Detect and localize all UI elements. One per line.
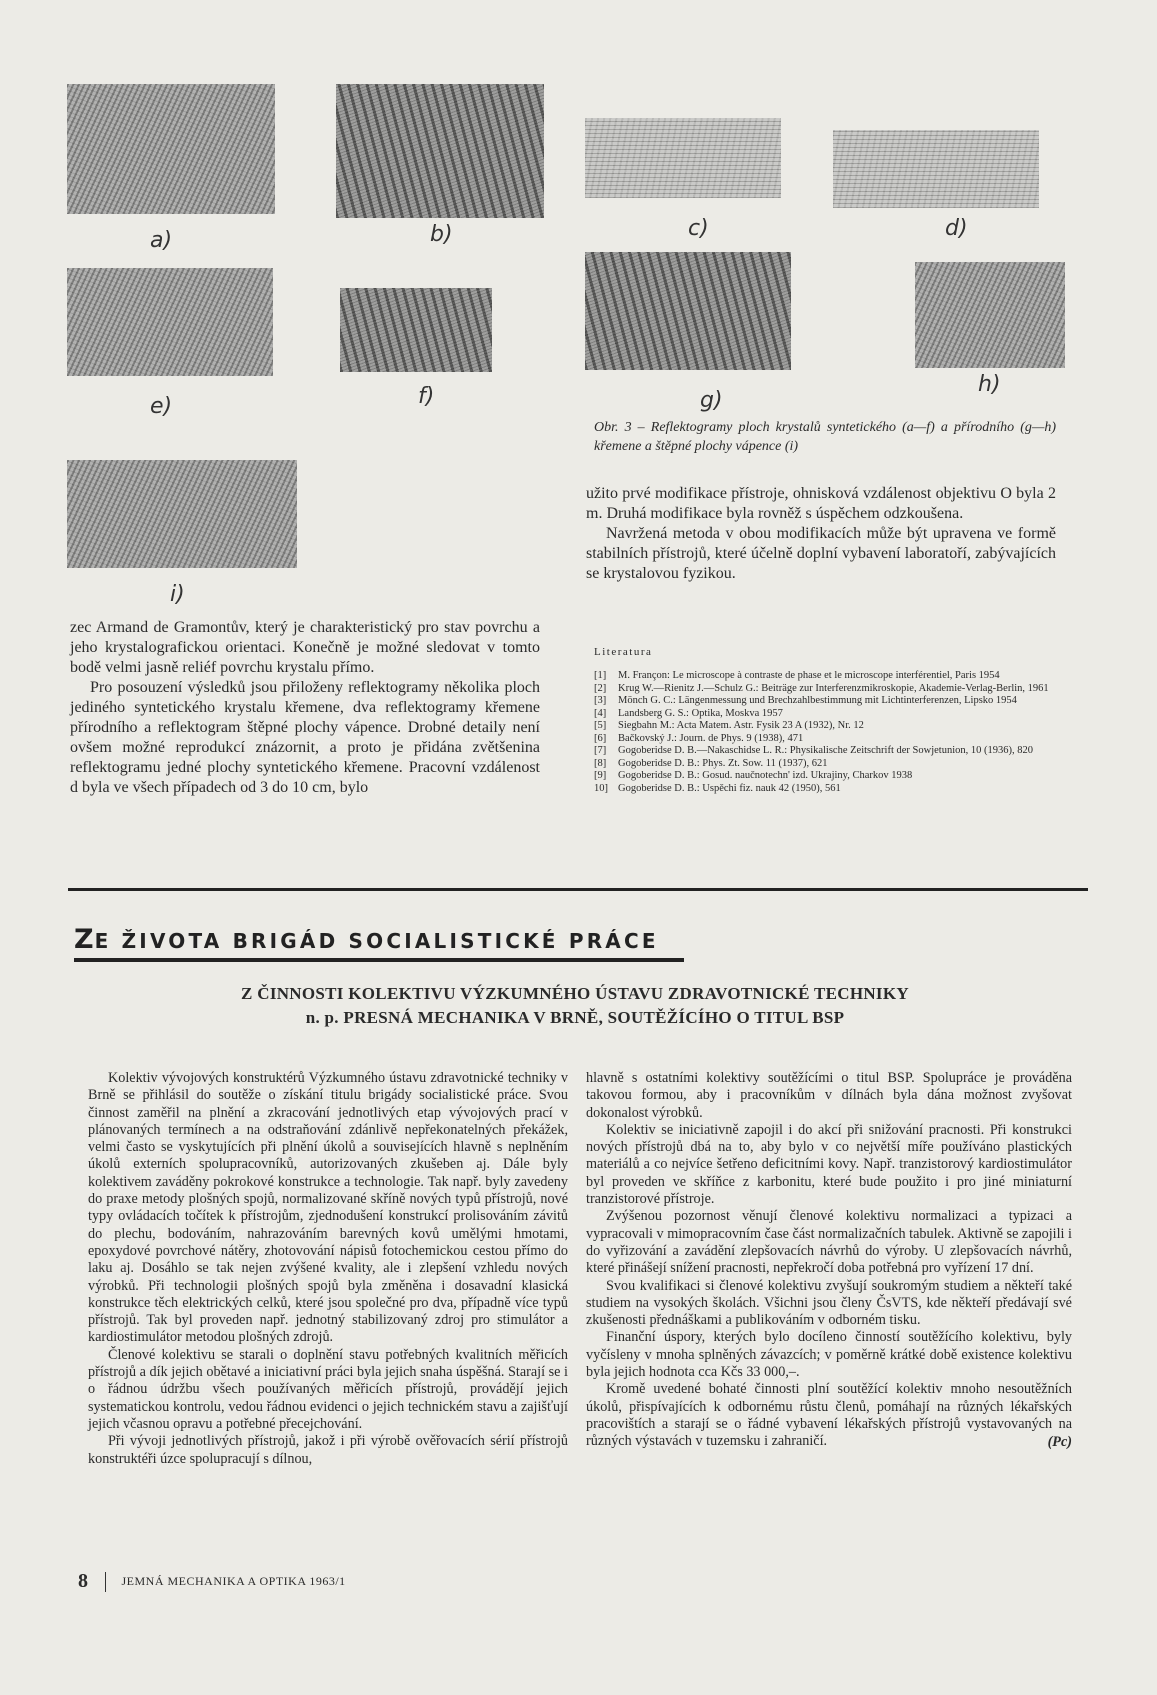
- label-h: h): [978, 372, 1001, 397]
- paragraph: zec Armand de Gramontův, který je charakteristický pro stav povrchu a jeho krystalografickou orientaci. Konečně je možné sledovat v tomto bodě velmi jasně reliéf povrchu krystalu přímo.: [70, 619, 540, 676]
- paragraph: Navržená metoda v obou modifikacích může být upravena ve formě stabilních přístrojů, které účelně doplní vybavení laboratoří, zabývajících se krystalovou fyzikou.: [586, 525, 1056, 582]
- article-right-column: [586, 1070, 1072, 1451]
- reference-item: [594, 708, 1056, 721]
- article-title: [150, 982, 1000, 1030]
- reference-text: Gogoberidse D. B.: Phys. Zt. Sow. 11 (1937), 621: [618, 757, 828, 769]
- reference-number: [2]: [594, 682, 607, 694]
- reference-item: [594, 720, 1056, 733]
- label-i: i): [170, 582, 185, 607]
- reflectogram-f: [340, 288, 492, 372]
- reference-number: [6]: [594, 732, 607, 744]
- reflectogram-i: [67, 460, 297, 568]
- reference-item: [594, 783, 1056, 796]
- reflectogram-d: [833, 130, 1039, 208]
- literature: [594, 646, 1056, 795]
- article-title-line2: n. p. PRESNÁ MECHANIKA V BRNĚ, SOUTĚŽÍCÍHO O TITUL BSP: [305, 1008, 845, 1027]
- paragraph: Kolektiv se iniciativně zapojil i do akcí při snižování pracnosti. Při konstrukci nových přístrojů dbá na to, aby bylo v co největší míře používáno plastických materiálů a co nejvíce šetřeno deficitními kovy. Např. tranzistorový kardiostimulátor byl proveden ve skříňce z karbonitu, které bude použito i pro jiné miniaturní tranzistorové přístroje.: [586, 1121, 1072, 1208]
- figure-caption: Obr. 3 – Reflektogramy ploch krystalů syntetického (a—f) a přírodního (g—h) křemene a štěpné plochy vápence (i): [594, 420, 1056, 454]
- reference-item: [594, 745, 1056, 758]
- reflectogram-a: [67, 84, 275, 214]
- reference-text: Gogoberidse D. B.: Gosud. naučnotechn' izd. Ukrajiny, Charkov 1938: [618, 770, 913, 781]
- reflectogram-b: [336, 84, 544, 218]
- paragraph: Svou kvalifikaci si členové kolektivu zvyšují soukromým studiem a někteří také studiem na vysokých školách. Všichni jsou členy ČsVTS, kde někteří předávají své zkušenosti přednáškami a publikováním v odborném tisku.: [586, 1277, 1072, 1329]
- paragraph: Pro posouzení výsledků jsou přiloženy reflektogramy několika ploch jediného syntetického krystalu křemene, dva reflektogramy křemene přírodního a reflektogram štěpné plochy vápence. Drobné detaily není ovšem možné reprodukcí znázornit, a proto je přidána zvětšenina reflektogramu jedné plochy syntetického křemene. Pracovní vzdálenost d byla ve všech případech od 3 do 10 cm, bylo: [70, 679, 540, 796]
- right-column-top: [586, 484, 1056, 584]
- paragraph: Kromě uvedené bohaté činnosti plní soutěžící kolektiv mnoho nesoutěžních úkolů, přispívajících k odbornému růstu členů, pomáhají na různých lékařských pracovištích a starají se o řádné vybavení lékařských přístrojů vystavovaných na různých výstavách v tuzemsku i zahraničí.: [586, 1381, 1072, 1450]
- reference-text: Bačkovský J.: Journ. de Phys. 9 (1938), 471: [618, 732, 804, 744]
- article-title-line1: Z ČINNOSTI KOLEKTIVU VÝZKUMNÉHO ÚSTAVU ZDRAVOTNICKÉ TECHNIKY: [241, 984, 909, 1003]
- label-b: b): [430, 222, 453, 247]
- reference-text: Gogoberidse D. B.—Nakaschidse L. R.: Physikalische Zeitschrift der Sowjetunion, 10 (1936), 820: [618, 745, 1033, 756]
- reference-item: [594, 670, 1056, 683]
- paragraph: hlavně s ostatními kolektivy soutěžícími o titul BSP. Spolupráce je prováděna takovou formou, aby i pracovníkům v dílnách byla dána možnost zvyšovat dokonalost výrobků.: [586, 1070, 1072, 1121]
- literature-heading: Literatura: [594, 646, 653, 658]
- reference-item: [594, 733, 1056, 746]
- reference-item: [594, 758, 1056, 771]
- paragraph: Finanční úspory, kterých bylo docíleno činností soutěžícího kolektivu, byly vyčísleny v mnoha splněných závazcích; v poměrně krátké době existence kolektivu byla jejich hodnota cca Kčs 33 000,–.: [586, 1329, 1072, 1381]
- reflectogram-h: [915, 262, 1065, 368]
- reflectogram-g: [585, 252, 791, 370]
- paragraph: užito prvé modifikace přístroje, ohnisková vzdálenost objektivu O byla 2 m. Druhá modifikace byla rovněž s úspěchem odzkoušena.: [586, 485, 1056, 522]
- reference-item: [594, 683, 1056, 696]
- reference-text: Siegbahn M.: Acta Matem. Astr. Fysik 23 A (1932), Nr. 12: [618, 720, 864, 731]
- reference-item: [594, 770, 1056, 783]
- left-column-top: [70, 618, 540, 798]
- paragraph: Členové kolektivu se starali o doplnění stavu potřebných kvalitních měřicích přístrojů a dík jejich obětavé a iniciativní práci byla jejich snaha úspěšná. Starají se i o řádnou údržbu všech používaných měřicích přístrojů, provádějí jejich systematickou kontrolu, vedou řádnou evidenci o jejich technickém stavu a zajišťují jejich včasnou opravu a potřebné přecejchování.: [88, 1346, 568, 1432]
- reference-number: [3]: [594, 695, 607, 706]
- section-title-initial: Z: [74, 924, 95, 955]
- reflectogram-e: [67, 268, 273, 376]
- article-left-column: [88, 1070, 568, 1468]
- reference-number: [7]: [594, 745, 607, 756]
- reference-text: Mönch G. C.: Längenmessung und Brechzahlbestimmung mit Lichtinterferenzen, Lipsko 1954: [618, 695, 1017, 706]
- section-title-underline: [74, 958, 684, 962]
- label-g: g): [700, 388, 723, 413]
- reference-number: [1]: [594, 670, 607, 681]
- reference-number: [8]: [594, 757, 607, 769]
- reference-number: [9]: [594, 770, 607, 781]
- section-divider: [68, 888, 1088, 891]
- reference-item: [594, 695, 1056, 708]
- paragraph: Kolektiv vývojových konstruktérů Výzkumného ústavu zdravotnické techniky v Brně se přihlásil do soutěže o získání titulu brigády socialistické práce. Svou činnost zaměřil na plnění a zkracování jednotlivých etap vývojových prací v plánovaných termínech a na odstraňování zdánlivě nepřekonatelných překážek, velmi často se vyskytujících při plnění úkolů a souvisejících hlavně s neplněním úkolů externích spolupracovníků, autorizovaných zkušeben aj. Dále byly kolektivem zaváděny pokrokové konstrukce a technologie. Tak např. byly zavedeny do praxe metody plošných spojů, normalizované skříně nových typů přístrojů, nové typy ovládacích točítek k přístrojům, zjednodušení konstrukcí prolisováním závitů do plechu, bodováním, nahrazováním barevných kovů umělými hmotami, epoxydové povrchové nátěry, zhotovování nápisů fotochemickou cestou přímo do laku aj. Dosáhlo se tak nejen zvýšené kvality, ale i zlepšení vzhledu nových výrobků. Při technologii plošných spojů byla změněna i dosavadní klasická konstrukce těch elektrických celků, které jsou společné pro dva, případně více typů přístrojů. Tak byl proveden např. jednotný stabilizovaný zdroj pro stimulátor a kardiostimulátor metodou plošných zdrojů.: [88, 1070, 568, 1346]
- section-title: [74, 924, 659, 955]
- journal-name: JEMNÁ MECHANIKA A OPTIKA 1963/1: [121, 1574, 346, 1588]
- article-signature: (Pc): [1047, 1433, 1072, 1450]
- section-title-rest: E ŽIVOTA BRIGÁD SOCIALISTICKÉ PRÁCE: [94, 929, 659, 953]
- reference-number: 10]: [594, 782, 608, 794]
- footer-separator: [105, 1572, 106, 1592]
- reference-text: Landsberg G. S.: Optika, Moskva 1957: [618, 707, 783, 719]
- reference-list: [594, 670, 1056, 795]
- paragraph: Zvýšenou pozornost věnují členové kolektivu normalizaci a typizaci a vypracovali v mimopracovním čase část normalizačních tabulek. Aktivně se zapojili i do vyřizování a zavádění zlepšovacích návrhů do výroby. U zlepšovacích návrhů, které přinášejí snížení pracnosti, nepřekročí doba potřebná pro vyřízení 17 dní.: [586, 1208, 1072, 1277]
- label-d: d): [945, 216, 968, 241]
- label-f: f): [418, 384, 435, 409]
- label-e: e): [150, 394, 173, 419]
- reflectogram-c: [585, 118, 781, 198]
- reference-text: Gogoberidse D. B.: Uspěchi fiz. nauk 42 (1950), 561: [618, 782, 841, 794]
- page-footer: [78, 1570, 346, 1593]
- label-a: a): [150, 228, 173, 253]
- paragraph: Při vývoji jednotlivých přístrojů, jakož i při výrobě ověřovacích sérií přístrojů konstruktéři úzce spolupracují s dílnou,: [88, 1433, 568, 1467]
- page-number: 8: [78, 1570, 89, 1592]
- reference-text: Krug W.—Rienitz J.—Schulz G.: Beiträge zur Interferenzmikroskopie, Akademie-Verlag-Berlin, 1961: [618, 682, 1049, 694]
- reference-number: [4]: [594, 707, 607, 719]
- label-c: c): [688, 216, 709, 241]
- reference-text: M. Françon: Le microscope à contraste de phase et le microscope interférentiel, Paris 1954: [618, 670, 1000, 681]
- reference-number: [5]: [594, 720, 607, 731]
